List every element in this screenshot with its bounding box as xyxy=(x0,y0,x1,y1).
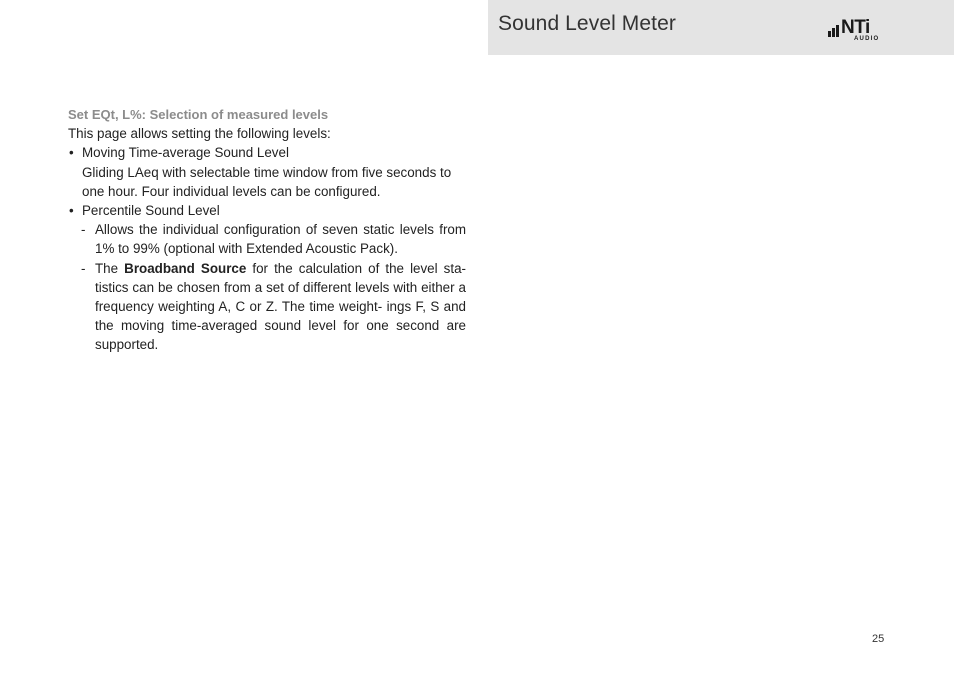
sub-list-item xyxy=(68,220,466,258)
main-content xyxy=(68,105,466,355)
header-band xyxy=(488,0,954,55)
logo-text: NTi xyxy=(841,17,870,38)
sub-list-item-text: for the calculation of the level sta- tistics can be chosen from a set of different levels with either a frequency weighting A, C or Z. The time weight- ings F, S and the moving time-averaged sound level for one second are supported. xyxy=(95,260,467,353)
intro-text: This page allows setting the following levels: xyxy=(68,126,331,142)
sub-list-item-text: Allows the individual configuration of seven static levels from 1% to 99% (optional with Extended Acoustic Pack). xyxy=(95,222,466,257)
section-heading: Set EQt, L%: Selection of measured levels xyxy=(68,107,329,122)
logo-mark xyxy=(828,18,870,37)
signal-bars-icon xyxy=(828,23,840,37)
dash-marker: - xyxy=(81,260,86,276)
bullet-icon: • xyxy=(69,145,74,161)
list-item-label: Moving Time-average Sound Level xyxy=(82,145,289,161)
list-item-description: Gliding LAeq with selectable time window from five seconds to one hour. Four individual levels can be configured. xyxy=(82,164,452,199)
broadband-source-term: Broadband Source xyxy=(124,260,247,276)
dash-marker: - xyxy=(81,222,86,238)
nti-audio-logo xyxy=(828,18,888,44)
list-item-label: Percentile Sound Level xyxy=(82,203,220,219)
logo-subtext: AUDIO xyxy=(854,36,880,42)
page-number: 25 xyxy=(872,633,885,645)
sub-list-item xyxy=(68,259,466,355)
page-title: Sound Level Meter xyxy=(498,12,676,35)
list-item xyxy=(68,143,466,162)
bullet-icon: • xyxy=(69,203,74,219)
sub-list-item-prefix: The xyxy=(95,260,125,276)
list-item xyxy=(68,201,466,220)
